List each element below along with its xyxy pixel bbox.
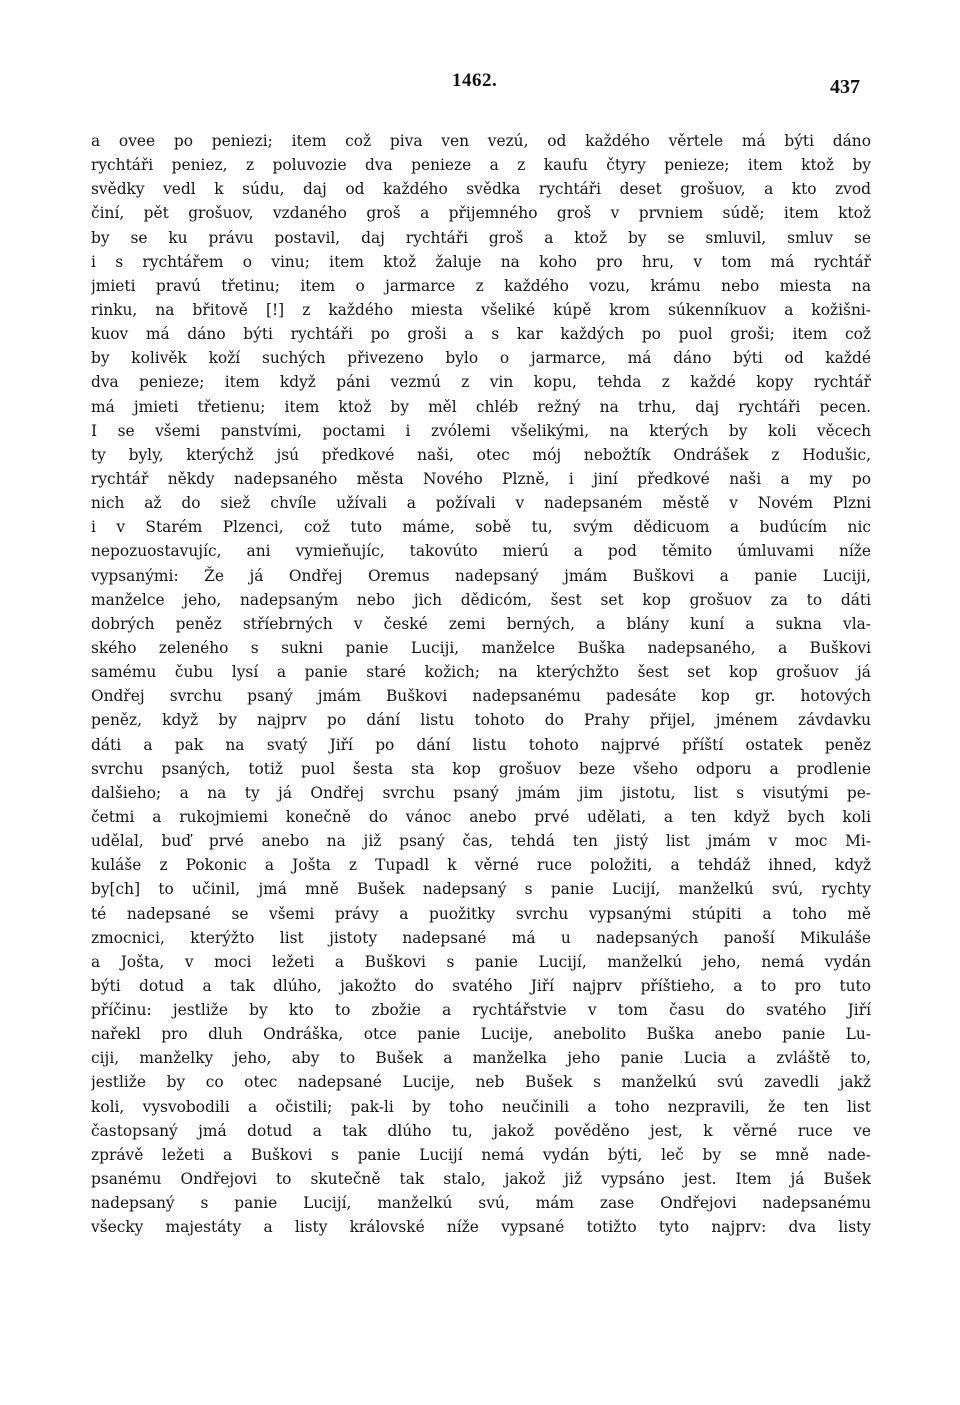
text-line: ciji, manželky jeho, aby to Bušek a manželka jeho panie Lucia a zvláště to, [91, 1049, 871, 1068]
text-line: rychtáři peniez, z poluvozie dva penieze a z kaufu čtyry penieze; item ktož by [91, 156, 871, 175]
text-line: kuláše z Pokonic a Jošta z Tupadl k věrné ruce položiti, a tehdáž ihned, když [91, 856, 871, 875]
text-line: nepozuostavujíc, ani vymieňujíc, takovúto mierú a pod těmito úmluvami níže [91, 542, 871, 561]
text-line: jmieti pravú třetinu; item o jarmarce z každého vozu, krámu nebo miesta na [91, 276, 871, 295]
text-line: udělal, buď prvé anebo na již psaný čas, tehdá ten jistý list jmám v moc Mi- [91, 832, 871, 851]
text-line: manželce jeho, nadepsaným nebo jich dědicóm, šest set kop grošuov za to dáti [91, 590, 871, 609]
text-line: nich až do siež chvíle užívali a požívali v nadepsaném městě v Novém Plzni [91, 494, 871, 513]
body-text [91, 129, 871, 1239]
text-line: té nadepsané se všemi právy a puožitky svrchu vypsanými stúpiti a toho mě [91, 904, 871, 923]
text-line: by kolivěk koží suchých přivezeno bylo o jarmarce, má dáno býti od každé [91, 349, 871, 368]
text-line: by[ch] to učinil, jmá mně Bušek nadepsaný s panie Lucijí, manželkú svú, rychty [91, 880, 871, 899]
text-line: Ondřej svrchu psaný jmám Buškovi nadepsanému padesáte kop gr. hotových [91, 687, 871, 706]
text-line: ty byly, kterýchž jsú předkové naši, otec mój nebožtík Ondrášek z Hodušic, [91, 445, 871, 464]
text-line: i v Starém Plzenci, což tuto máme, sobě tu, svým dědicuom a budúcím nic [91, 518, 871, 537]
text-line: příčinu: jestliže by kto to zbožie a rychtářstvie v tom času do svatého Jiří [91, 1001, 871, 1020]
text-line: svědky vedl k súdu, daj od každého svědka rychtáři deset grošuov, a kto zvod [91, 180, 871, 199]
text-line: by se ku právu postavil, daj rychtáři groš a ktož by se smluvil, smluv se [91, 228, 871, 247]
text-line: dva penieze; item když páni vezmú z vin kopu, tehda z každé kopy rychtář [91, 373, 871, 392]
text-line: ského zeleného s sukni panie Luciji, manželce Buška nadepsaného, a Buškovi [91, 638, 871, 657]
text-line: vypsanými: Že já Ondřej Oremus nadepsaný jmám Buškovi a panie Luciji, [91, 566, 871, 585]
text-line: dáti a pak na svatý Jiří po dání listu tohoto najprvé příští ostatek peněz [91, 735, 871, 754]
text-line: koli, vysvobodili a očistili; pak-li by toho neučinili a toho nezpravili, že ten list [91, 1097, 871, 1116]
text-line: I se všemi panstvími, poctami i zvólemi všelikými, na kterých by koli věcech [91, 421, 871, 440]
text-line: zmocnici, kterýžto list jistoty nadepsané má u nadepsaných panoší Mikuláše [91, 928, 871, 947]
text-line: kuov má dáno býti rychtáři po groši a s kar každých po puol groši; item což [91, 325, 871, 344]
text-line: četmi a rukojmiemi konečně do vánoc anebo prvé udělati, a ten když bych koli [91, 807, 871, 826]
text-line: dobrých peněz stříebrných v české zemi berných, a blány kuní a sukna vla- [91, 614, 871, 633]
running-header-year: 1462. [452, 70, 498, 91]
text-line: má jmieti třetienu; item ktož by měl chléb režný na trhu, daj rychtáři pecen. [91, 397, 871, 416]
text-line: jestliže by co otec nadepsané Lucije, neb Bušek s manželkú svú zavedli jakž [91, 1073, 871, 1092]
text-line: častopsaný jmá dotud a tak dlúho tu, jakož pověděno jest, k věrné ruce ve [91, 1121, 871, 1140]
text-line: a ovee po peniezi; item což piva ven vezú, od každého věrtele má býti dáno [91, 132, 871, 150]
text-line: rychtář někdy nadepsaného města Nového Plzně, i jiní předkové naši a my po [91, 469, 871, 488]
text-line: a Jošta, v moci ležeti a Buškovi s panie Lucijí, manželkú jeho, nemá vydán [91, 952, 871, 971]
text-line: nadepsaný s panie Lucijí, manželkú svú, mám zase Ondřejovi nadepsanému [91, 1194, 871, 1213]
text-line: zprávě ležeti a Buškovi s panie Lucijí nemá vydán býti, leč by se mně nade- [91, 1145, 871, 1164]
text-line: činí, pět grošuov, vzdaného groš a přijemného groš v prvniem súdě; item ktož [91, 204, 871, 223]
text-line: nařekl pro dluh Ondráška, otce panie Lucije, anebolito Buška anebo panie Lu- [91, 1025, 871, 1044]
text-line: svrchu psaných, totiž puol šesta sta kop grošuov beze všeho odporu a prodlenie [91, 759, 871, 778]
text-line: všecky majestáty a listy královské níže vypsané totižto tyto najprv: dva listy [91, 1218, 871, 1237]
text-line: rinku, na břitově [!] z každého miesta všeliké kúpě krom súkenníkuov a kožišni- [91, 300, 871, 319]
text-line: psanému Ondřejovi to skutečně tak stalo, jakož již vypsáno jest. Item já Bušek [91, 1170, 871, 1189]
text-line: peněz, když by najprv po dání listu tohoto do Prahy přijel, jménem závdavku [91, 711, 871, 730]
text-line: samému čubu lysí a panie staré kožich; na kterýchžto šest set kop grošuov já [91, 663, 871, 682]
page-number: 437 [830, 76, 860, 98]
text-line: i s rychtářem o vinu; item ktož žaluje na koho pro hru, v tom má rychtář [91, 252, 871, 271]
text-line: dalšieho; a na ty já Ondřej svrchu psaný jmám jim jistotu, list s visutými pe- [91, 783, 871, 802]
text-line: býti dotud a tak dlúho, jakožto do svatého Jiří najprv příštieho, a to pro tuto [91, 976, 871, 995]
